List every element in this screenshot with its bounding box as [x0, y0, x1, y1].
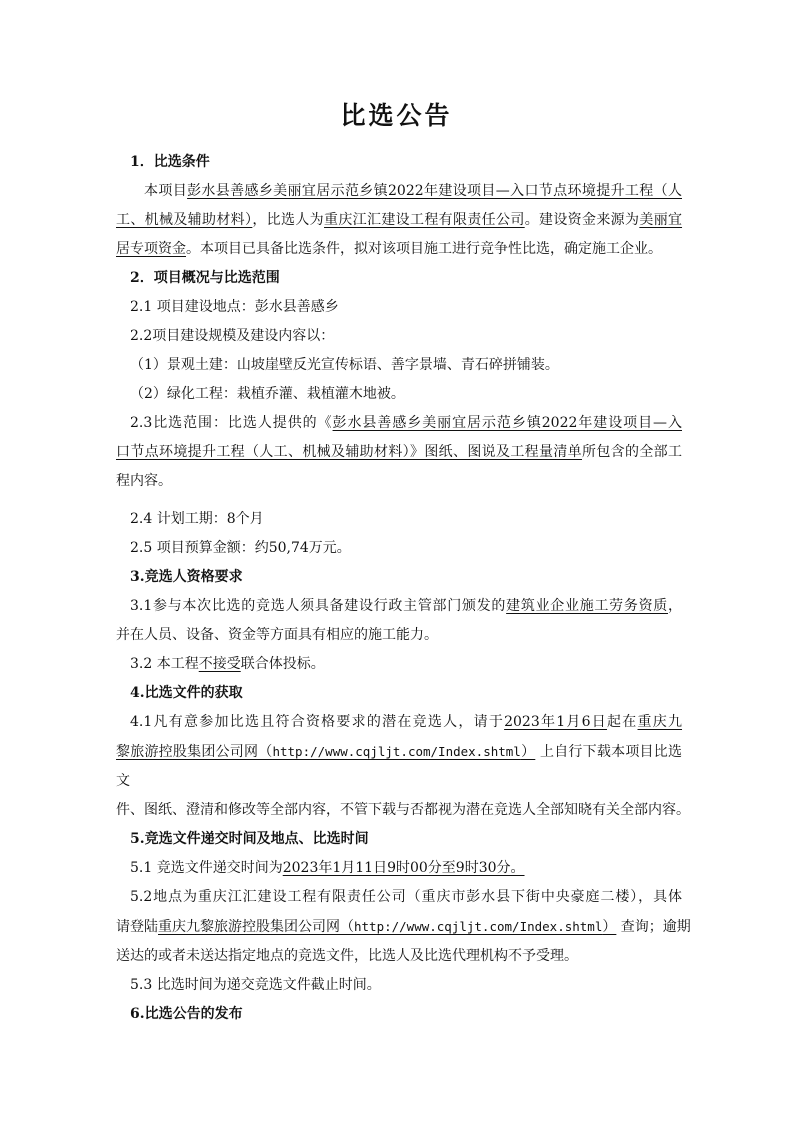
item-2-4: 2.4 计划工期：8个月	[130, 511, 264, 527]
item-3-1-line-1: 3.1参与本次比选的竞选人须具备建设行政主管部门颁发的建筑业企业施工劳务资质，	[130, 598, 683, 614]
website-link-2[interactable]: 重庆九黎旅游控股集团公司网（http://www.cqjljt.com/Index.shtml）	[158, 919, 617, 935]
item-5-3: 5.3 比选时间为递交竞选文件截止时间。	[130, 977, 381, 993]
item-2-2-a: （1）景观土建：山坡崖壁反光宣传标语、善字景墙、青石碎拼铺装。	[130, 357, 559, 373]
item-2-2: 2.2项目建设规模及建设内容以：	[130, 328, 335, 344]
item-4-1-line-1: 4.1凡有意参加比选且符合资格要求的潜在竞选人，请于2023年1月6日起在重庆九	[130, 714, 683, 730]
website-link-1[interactable]: 黎旅游控股集团公司网（http://www.cqjljt.com/Index.shtml）	[116, 744, 536, 760]
project-name: 彭水县善感乡美丽宜居示范乡镇2022年建设项目—入口节点环境提升工程（人	[187, 183, 682, 199]
item-3-2: 3.2 本工程不接受联合体投标。	[130, 656, 325, 672]
item-2-3-line-1: 2.3比选范围：比选人提供的《彭水县善感乡美丽宜居示范乡镇2022年建设项目—入	[130, 415, 682, 431]
item-5-2-line-3: 送达的或者未送达指定地点的竞选文件，比选人及比选代理机构不予受理。	[116, 948, 578, 964]
paragraph-1-line-1: 本项目彭水县善感乡美丽宜居示范乡镇2022年建设项目—入口节点环境提升工程（人	[144, 183, 682, 199]
document-body	[116, 148, 691, 1029]
section-heading-1: 1．比选条件	[130, 154, 210, 170]
item-4-1-line-3: 件、图纸、澄清和修改等全部内容，不管下载与否都视为潜在竞选人全部知晓有关全部内容。	[116, 802, 690, 818]
item-5-2-line-2: 请登陆重庆九黎旅游控股集团公司网（http://www.cqjljt.com/Index.shtml） 查询；逾期	[116, 919, 691, 935]
item-4-1-line-2: 黎旅游控股集团公司网（http://www.cqjljt.com/Index.shtml） 上自行下载本项目比选文	[116, 744, 683, 789]
item-2-1: 2.1 项目建设地点：彭水县善感乡	[130, 299, 339, 315]
section-heading-6: 6.比选公告的发布	[130, 1006, 243, 1022]
section-heading-4: 4.比选文件的获取	[130, 685, 243, 701]
paragraph-1-line-2: 工、机械及辅助材料），比选人为重庆江汇建设工程有限责任公司。建设资金来源为美丽宜	[116, 212, 683, 228]
section-heading-2: 2．项目概况与比选范围	[130, 270, 280, 286]
bidder-name: 重庆江汇建设工程有限责任公司	[324, 212, 525, 228]
qualification: 建筑业企业施工劳务资质	[506, 598, 669, 614]
item-3-1-line-2: 并在人员、设备、资金等方面具有相应的施工能力。	[116, 627, 438, 643]
download-start-date: 2023年1月6日	[504, 714, 608, 730]
item-2-5: 2.5 项目预算金额：约50,74万元。	[130, 540, 351, 556]
item-5-2-line-1: 5.2地点为重庆江汇建设工程有限责任公司（重庆市彭水县下街中央豪庭二楼），具体	[130, 889, 682, 905]
item-2-2-b: （2）绿化工程：栽植乔灌、栽植灌木地被。	[130, 386, 405, 402]
item-5-1: 5.1 竞选文件递交时间为2023年1月11日9时00分至9时30分。	[130, 860, 525, 876]
item-2-3-line-3: 程内容。	[116, 473, 172, 489]
section-heading-3: 3.竞选人资格要求	[130, 569, 243, 585]
paragraph-1-line-3: 居专项资金。本项目已具备比选条件，拟对该项目施工进行竞争性比选，确定施工企业。	[116, 241, 662, 257]
submission-time: 2023年1月11日9时00分至9时30分。	[282, 860, 525, 876]
item-2-3-line-2: 口节点环境提升工程（人工、机械及辅助材料）》图纸、图说及工程量清单所包含的全部工	[116, 444, 682, 460]
page-title: 比选公告	[340, 101, 453, 130]
section-heading-5: 5.竞选文件递交时间及地点、比选时间	[130, 831, 369, 847]
